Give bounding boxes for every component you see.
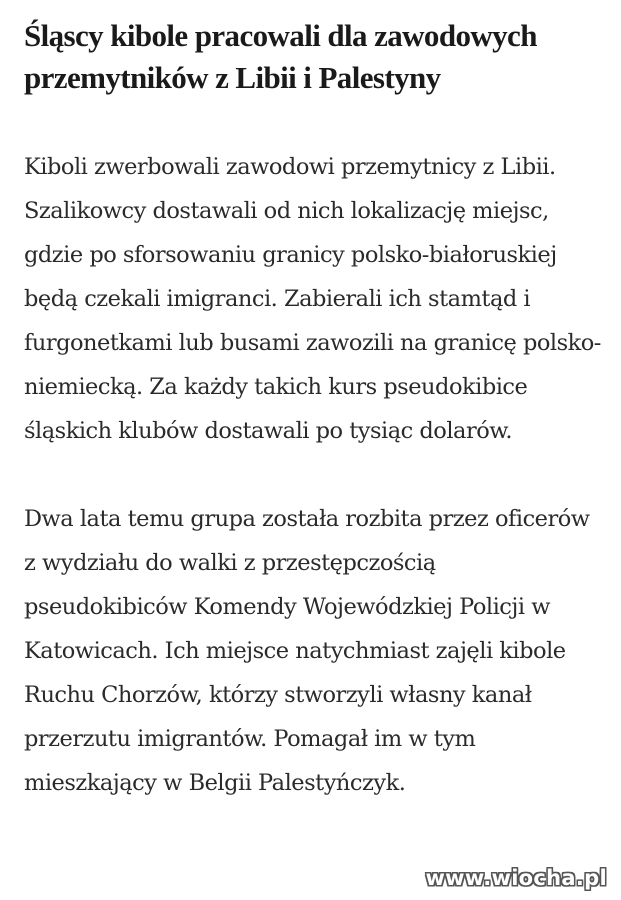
article-paragraph: Dwa lata temu grupa została rozbita przez oficerów z wydziału do walki z przestępczością pseudokibiców Komendy Wojewódzkiej Policji w Katowicach. Ich miejsce natychmiast zajęli kibole Ruchu Chorzów, którzy stworzyli własny kanał przerzutu imigrantów. Pomagał im w tym mieszkający w Belgii Palestyńczyk. [24, 506, 590, 796]
site-watermark: www.wiocha.pl [425, 866, 607, 890]
article-headline: Śląscy kibole pracowali dla zawodowych przemytników z Libii i Palestyny [24, 18, 537, 95]
article [24, 8, 604, 805]
article-paragraph: Kiboli zwerbowali zawodowi przemytnicy z Libii. Szalikowcy dostawali od nich lokalizację miejsc, gdzie po sforsowaniu granicy polsko-białoruskiej będą czekali imigranci. Zabierali ich stamtąd i furgonetkami lub busami zawozili na granicę polsko-niemiecką. Za każdy takich kurs pseudokibice śląskich klubów dostawali po tysiąc dolarów. [24, 154, 601, 444]
